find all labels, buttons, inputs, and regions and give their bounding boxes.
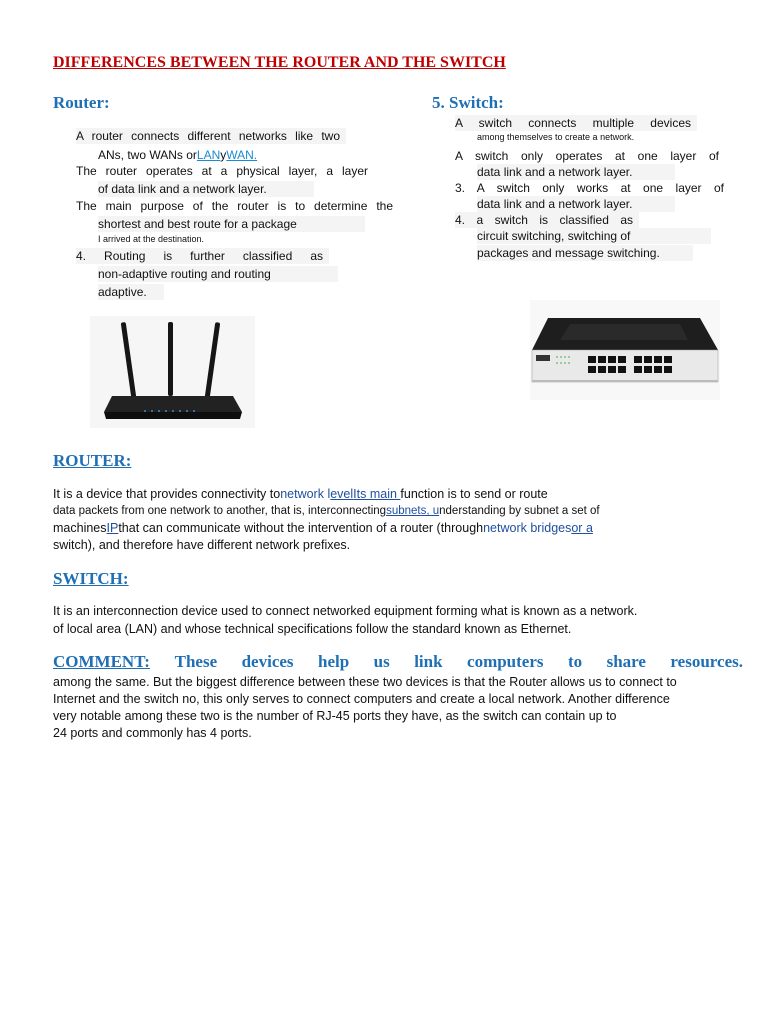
- comment-line-3: Internet and the switch no, this only serves to connect computers and create a local network. Another difference: [53, 692, 670, 706]
- document-title: DIFFERENCES BETWEEN THE ROUTER AND THE SWITCH: [53, 54, 506, 71]
- subnets-link[interactable]: subnets, u: [386, 505, 440, 517]
- ip-link[interactable]: IP: [106, 521, 119, 535]
- or-a-link[interactable]: or a: [571, 521, 593, 535]
- switch-para-line-2: of local area (LAN) and whose technical specifications follow the standard known as Ethernet.: [53, 622, 572, 636]
- router-line-1: A router connects different networks like two: [76, 128, 346, 144]
- comment-line-4: very notable among these two is the number of RJ-45 ports they have, as the switch can contain up to: [53, 709, 617, 723]
- comment-line-2: among the same. But the biggest difference between these two devices is that the Router allows us to connect to: [53, 675, 677, 689]
- router-line-10: adaptive.: [98, 284, 164, 300]
- comment-lead: These devices help us link computers to share resources.: [174, 652, 743, 671]
- switch-line-9: packages and message switching.: [477, 245, 693, 261]
- router-para-line-4: switch), and therefore have different network prefixes.: [53, 538, 351, 552]
- switch-line-7: 4. a switch is classified as: [455, 212, 639, 228]
- router-heading: Router:: [53, 93, 110, 112]
- router-line-8: 4. Routing is further classified as: [76, 248, 329, 264]
- router-para-line-1: It is a device that provides connectivity tonetwork levelIts main function is to send or route: [53, 487, 548, 501]
- router-line-3: The router operates at a physical layer, a layer: [76, 164, 368, 178]
- switch-line-5: 3. A switch only works at one layer of: [455, 181, 724, 195]
- wan-link[interactable]: WAN.: [226, 148, 258, 162]
- switch-line-4: data link and a network layer.: [477, 164, 675, 180]
- network-bridges-link[interactable]: network bridges: [483, 521, 572, 535]
- router-line-7: I arrived at the destination.: [98, 234, 205, 244]
- switch-para-line-1: It is an interconnection device used to connect networked equipment forming what is known as a network.: [53, 604, 638, 618]
- comment-line-5: 24 ports and commonly has 4 ports.: [53, 726, 252, 740]
- router-line-2: ANs, two WANs orLANyWAN.: [98, 148, 258, 162]
- lan-link[interactable]: LAN: [196, 148, 221, 162]
- router-image: [90, 316, 255, 428]
- level-link[interactable]: evel: [330, 487, 354, 501]
- router-para-line-3: machinesIPthat can communicate without the intervention of a router (throughnetwork bridgesor a: [53, 520, 635, 537]
- router-section-heading: ROUTER:: [53, 451, 132, 470]
- switch-line-2: among themselves to create a network.: [477, 132, 635, 142]
- switch-line-6: data link and a network layer.: [477, 196, 675, 212]
- router-line-6: shortest and best route for a package: [98, 216, 365, 232]
- switch-image: [530, 300, 720, 400]
- switch-line-1: A switch connects multiple devices: [455, 115, 697, 131]
- router-line-9: non-adaptive routing and routing: [98, 266, 338, 282]
- comment-first-line: [53, 652, 743, 672]
- switch-illustration: [530, 300, 720, 400]
- its-main-link[interactable]: Its main: [353, 487, 401, 501]
- switch-heading: 5. Switch:: [432, 93, 504, 112]
- router-para-line-2: data packets from one network to another, that is, interconnectingsubnets, understanding by subnet a set of: [53, 505, 600, 517]
- router-illustration: [90, 316, 255, 428]
- router-line-4: of data link and a network layer.: [98, 181, 314, 197]
- switch-line-3: A switch only operates at one layer of: [455, 149, 719, 163]
- router-line-5: The main purpose of the router is to determine the: [76, 199, 393, 213]
- switch-section-heading: SWITCH:: [53, 569, 129, 588]
- comment-label: COMMENT:: [53, 652, 150, 671]
- switch-line-8: circuit switching, switching of: [477, 228, 711, 244]
